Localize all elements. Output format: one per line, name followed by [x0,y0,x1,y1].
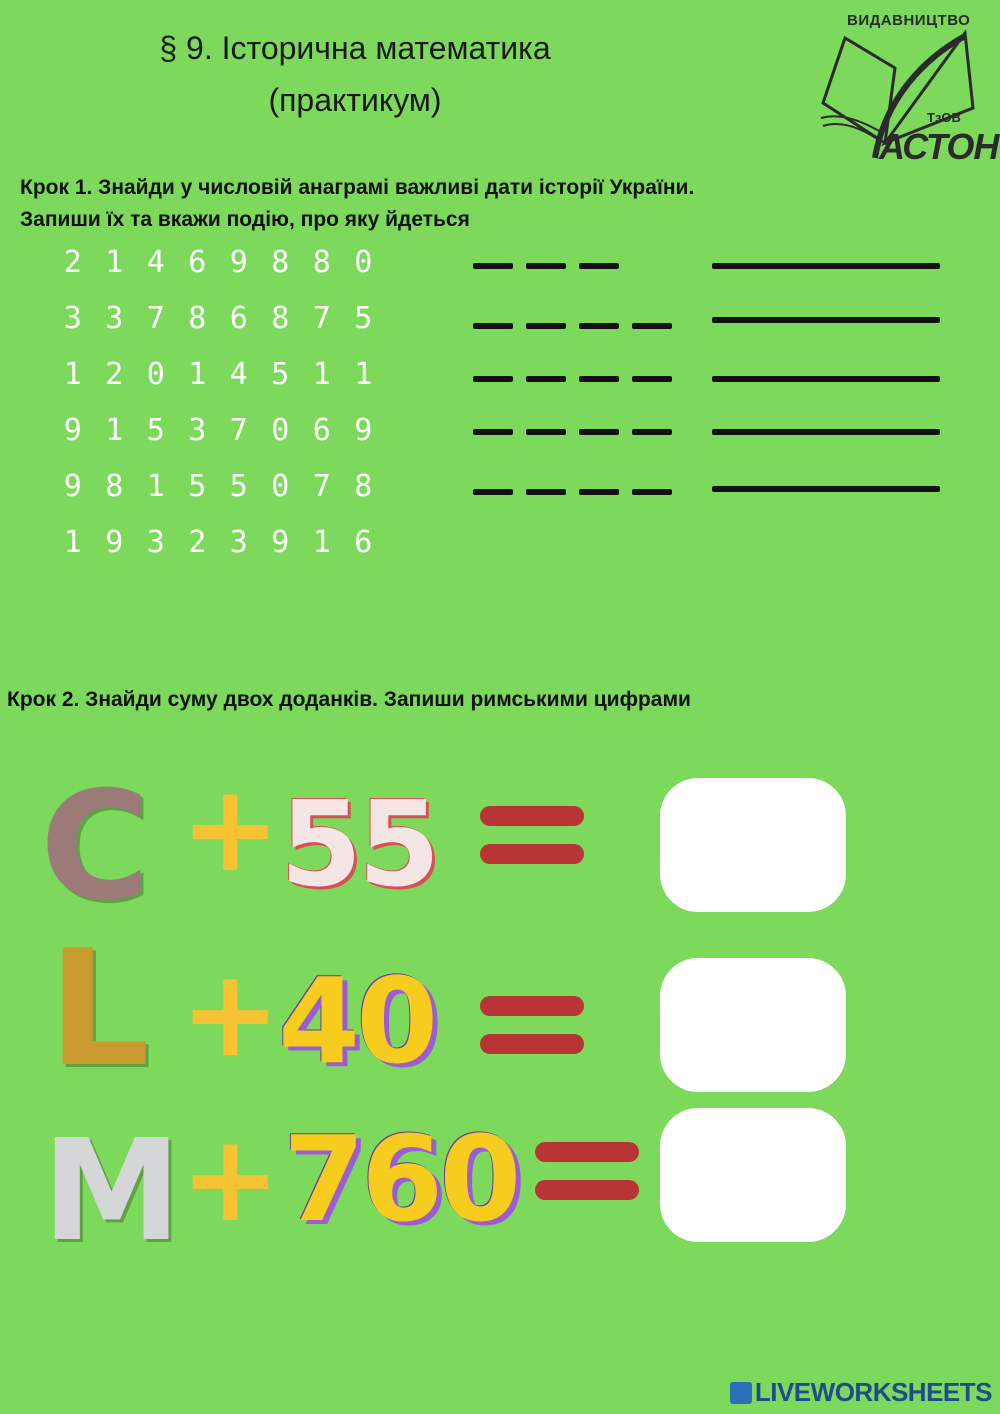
anagram-digit: 9 [229,245,248,280]
anagram-digit: 5 [354,301,373,336]
roman-answer-box[interactable] [660,778,846,912]
anagram-digit: 1 [63,525,82,560]
anagram-digit: 5 [146,413,165,448]
anagram-digit: 0 [354,245,373,280]
equals-sign [535,1142,639,1218]
anagram-digit: 1 [63,357,82,392]
anagram-row [52,525,384,565]
year-answer-field[interactable] [473,429,672,435]
anagram-digit: 8 [105,469,124,504]
digit-blank [473,429,513,435]
anagram-digit: 8 [312,245,331,280]
digit-blank [579,263,619,269]
digit-blank [526,489,566,495]
anagram-digit: 9 [105,525,124,560]
anagram-digit: 6 [229,301,248,336]
anagram-digit: 9 [63,469,82,504]
anagram-digit: 5 [229,469,248,504]
anagram-digit: 9 [271,525,290,560]
anagram-digit: 0 [146,357,165,392]
page-subtitle: (практикум) [268,82,442,118]
page-title: § 9. Історична математика [159,30,551,66]
anagram-row [52,245,384,285]
year-answer-field[interactable] [473,263,619,269]
addend-number: 760 [283,1110,518,1248]
anagram-digit: 8 [354,469,373,504]
digit-blank [632,376,672,382]
anagram-digit: 6 [354,525,373,560]
anagram-digit: 9 [354,413,373,448]
anagram-row [52,301,384,341]
anagram-digit: 1 [354,357,373,392]
digit-blank [526,323,566,329]
roman-numeral: L [48,915,150,1102]
year-answer-field[interactable] [473,376,672,382]
anagram-digit: 7 [229,413,248,448]
plus-sign: + [180,760,281,899]
liveworksheets-icon [730,1382,752,1404]
anagram-digit: 2 [105,357,124,392]
digit-blank [579,489,619,495]
anagram-digit: 3 [229,525,248,560]
event-answer-field[interactable] [712,317,940,323]
anagram-digit: 0 [271,469,290,504]
anagram-digit: 8 [271,301,290,336]
anagram-digit: 9 [63,413,82,448]
plus-sign: + [180,1110,281,1249]
digit-blank [579,376,619,382]
anagram-digit: 1 [188,357,207,392]
digit-blank [526,376,566,382]
roman-answer-box[interactable] [660,958,846,1092]
event-answer-field[interactable] [712,376,940,382]
digit-blank [473,263,513,269]
digit-blank [473,489,513,495]
logo-sub-text: ТзОВ [927,110,961,125]
anagram-digit: 8 [271,245,290,280]
equals-sign [480,806,584,882]
anagram-digit: 1 [312,357,331,392]
digit-blank [632,489,672,495]
digit-blank [526,429,566,435]
digit-blank [579,323,619,329]
anagram-row [52,357,384,397]
step2-instructions: Крок 2. Знайди суму двох доданків. Запиши римськими цифрами [7,688,691,711]
equals-sign [480,996,584,1072]
anagram-digit: 7 [146,301,165,336]
anagram-digit: 1 [105,413,124,448]
event-answer-field[interactable] [712,429,940,435]
anagram-digit: 3 [105,301,124,336]
anagram-digit: 2 [63,245,82,280]
anagram-digit: 1 [146,469,165,504]
digit-blank [526,263,566,269]
year-answer-field[interactable] [473,489,672,495]
plus-sign: + [180,945,281,1084]
footer-brand: LIVEWORKSHEETS [754,1377,992,1407]
roman-answer-box[interactable] [660,1108,846,1242]
anagram-digit: 6 [312,413,331,448]
roman-numeral: M [42,1110,182,1273]
addend-number: 40 [278,952,435,1090]
anagram-digit: 3 [63,301,82,336]
anagram-row [52,469,384,509]
anagram-digit: 7 [312,301,331,336]
event-answer-field[interactable] [712,486,940,492]
anagram-digit: 4 [229,357,248,392]
liveworksheets-footer [730,1377,992,1408]
anagram-digit: 1 [105,245,124,280]
year-answer-field[interactable] [473,323,672,329]
digit-blank [632,429,672,435]
roman-numeral: C [40,760,151,934]
step1-instructions: Крок 1. Знайди у числовій анаграмі важливі дати історії України. Запиши їх та вкажи подію, про яку йдеться [20,176,695,231]
anagram-digit: 4 [146,245,165,280]
digit-blank [579,429,619,435]
anagram-digit: 8 [188,301,207,336]
digit-blank [473,323,513,329]
anagram-digit: 2 [188,525,207,560]
addend-number: 55 [280,775,437,913]
anagram-digit: 3 [188,413,207,448]
digit-blank [473,376,513,382]
publisher-logo [815,8,999,168]
anagram-digit: 0 [271,413,290,448]
event-answer-field[interactable] [712,263,940,269]
anagram-digit: 5 [188,469,207,504]
anagram-digit: 6 [188,245,207,280]
anagram-digit: 7 [312,469,331,504]
anagram-digit: 5 [271,357,290,392]
anagram-digit: 3 [146,525,165,560]
anagram-digit: 1 [312,525,331,560]
logo-top-text: ВИДАВНИЦТВО [847,12,971,29]
anagram-row [52,413,384,453]
digit-blank [632,323,672,329]
logo-name: АСТОН [879,126,999,167]
